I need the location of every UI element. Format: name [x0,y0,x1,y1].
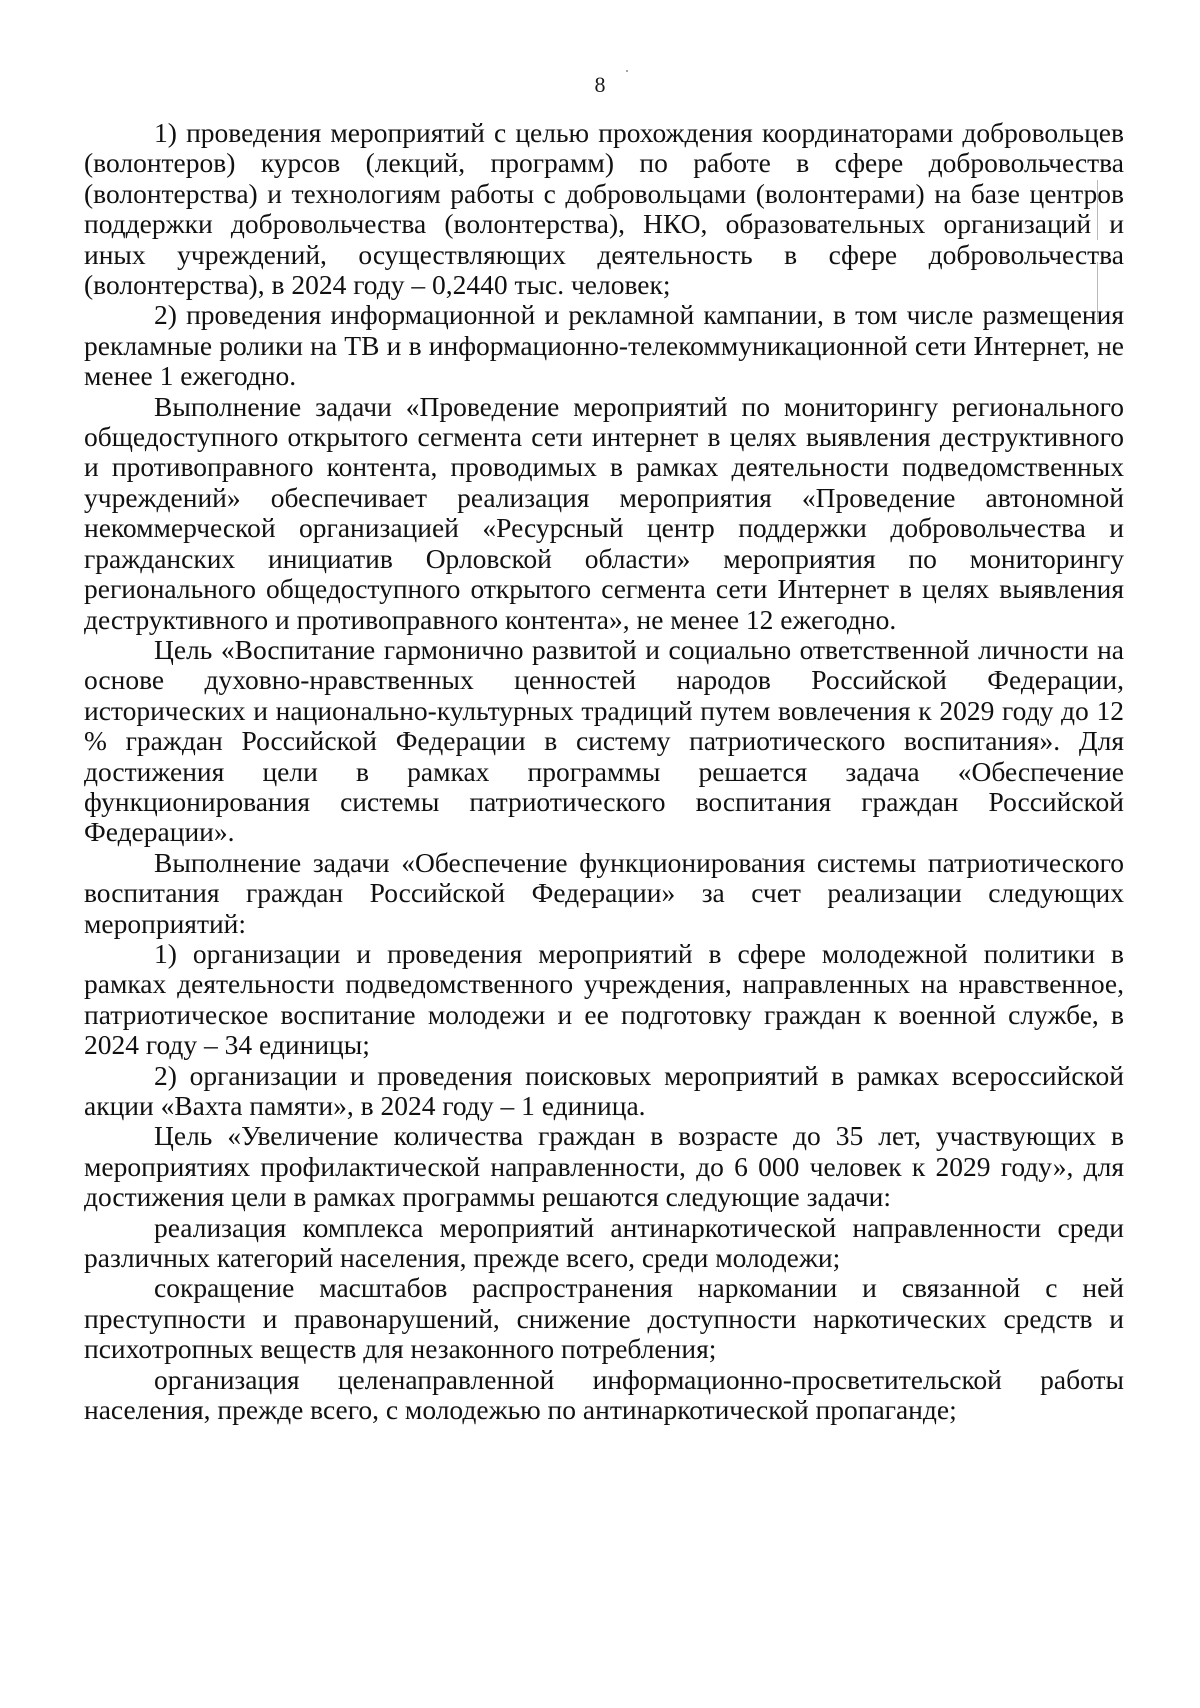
paragraph-task-2: сокращение масштабов распространения наркомании и связанной с ней преступности и правонарушений, снижение доступности наркотических средств и психотропных веществ для незаконного потребления; [84,1272,1124,1365]
paragraph-goal-prevention: Цель «Увеличение количества граждан в возрасте до 35 лет, участвующих в мероприятиях профилактической направленности, до 6 000 человек к 2029 году», для достижения цели в рамках программы решаются следующие задачи: [84,1120,1124,1213]
paragraph-monitoring-task: Выполнение задачи «Проведение мероприятий по мониторингу регионального общедоступного открытого сегмента сети интернет в целях выявления деструктивного и противоправного контента, проводимых в рамках деятельности подведомственных учреждений» обеспечивает реализация мероприятия «Проведение автономной некоммерческой организацией «Ресурсный центр поддержки добровольчества и гражданских инициатив Орловской области» мероприятия по мониторингу регионального общедоступного открытого сегмента сети Интернет в целях выявления деструктивного и противоправного контента», не менее 12 ежегодно. [84,390,1124,635]
paragraph-event-2: 2) организации и проведения поисковых мероприятий в рамках всероссийской акции «Вахта памяти», в 2024 году – 1 единица. [84,1059,1124,1121]
paragraph-goal-patriotic: Цель «Воспитание гармонично развитой и социально ответственной личности на основе духовно-нравственных ценностей народов Российской Федерации, исторических и национально-культурных традиций путем вовлечения к 2029 году до 12 % граждан Российской Федерации в систему патриотического воспитания». Для достижения цели в рамках программы решается задача «Обеспечение функционирования системы патриотического воспитания граждан Российской Федерации». [84,633,1124,848]
paragraph-item-1: 1) проведения мероприятий с целью прохождения координаторами добровольцев (волонтеров) курсов (лекций, программ) по работе в сфере добровольчества (волонтерства) и технологиям работы с добровольцами (волонтерами) на базе центров поддержки добровольчества (волонтерства), НКО, образовательных организаций и иных учреждений, осуществляющих деятельность в сфере добровольчества (волонтерства), в 2024 году – 0,2440 тыс. человек; [84,117,1124,301]
paragraph-item-2: 2) проведения информационной и рекламной кампании, в том числе размещения рекламные ролики на ТВ и в информационно-телекоммуникационной сети Интернет, не менее 1 ежегодно. [84,299,1124,392]
scan-speck [626,70,628,72]
paragraph-task-execution: Выполнение задачи «Обеспечение функционирования системы патриотического воспитания граждан Российской Федерации» за счет реализации следующих мероприятий: [84,846,1124,939]
paragraph-task-3: организация целенаправленной информационно-просветительской работы населения, прежде всего, с молодежью по антинаркотической пропаганде; [84,1363,1124,1426]
page-number: 8 [594,72,606,97]
paragraph-task-1: реализация комплекса мероприятий антинаркотической направленности среди различных категорий населения, прежде всего, среди молодежи; [84,1211,1124,1274]
paragraph-event-1: 1) организации и проведения мероприятий в сфере молодежной политики в рамках деятельности подведомственного учреждения, направленных на нравственное, патриотическое воспитание молодежи и ее подготовку граждан к военной службе, в 2024 году – 34 единицы; [84,937,1124,1061]
document-body [84,118,1124,1425]
